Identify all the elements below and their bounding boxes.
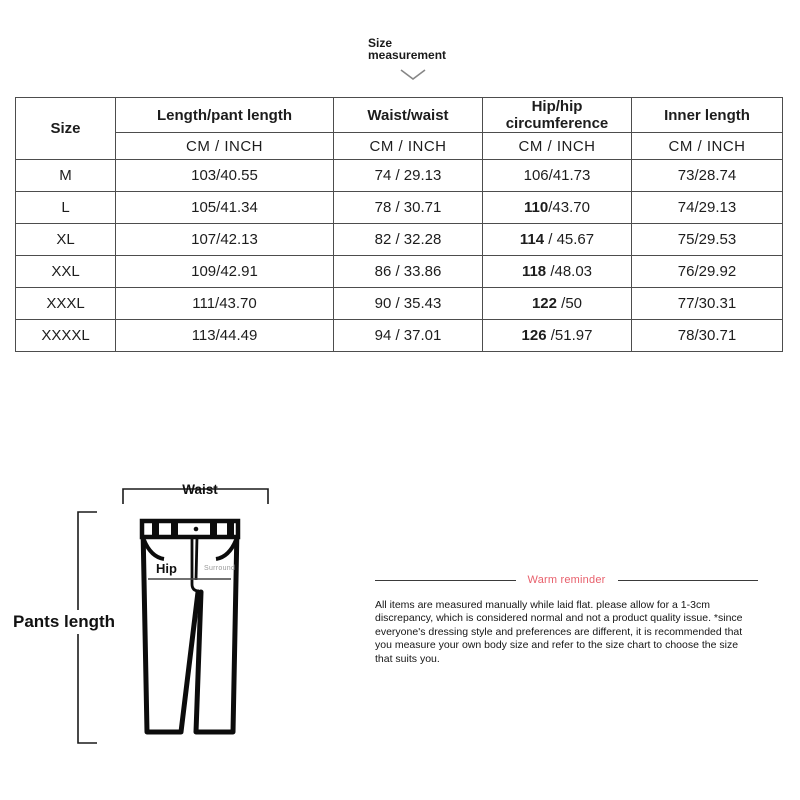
column-header-length: Length/pant length xyxy=(116,98,334,133)
hip-inch-value: /50 xyxy=(557,295,583,312)
unit-waist: CM / INCH xyxy=(334,133,483,160)
table-row xyxy=(16,192,783,224)
hip-inch-value: 106/41.73 xyxy=(523,167,591,184)
cell-waist: 78 / 30.71 xyxy=(334,192,483,224)
cell-length: 109/42.91 xyxy=(116,256,334,288)
divider-line-right xyxy=(618,580,759,581)
column-header-size: Size xyxy=(16,98,116,160)
surround-label: Surround xyxy=(204,565,236,572)
cell-inner: 73/28.74 xyxy=(632,160,783,192)
cell-waist: 86 / 33.86 xyxy=(334,256,483,288)
cell-hip xyxy=(483,256,632,288)
cell-size: XXXXL xyxy=(16,320,116,352)
cell-waist: 94 / 37.01 xyxy=(334,320,483,352)
cell-inner: 77/30.31 xyxy=(632,288,783,320)
cell-hip xyxy=(483,192,632,224)
pants-measurement-diagram xyxy=(0,470,340,780)
hip-cm-value: 110 xyxy=(524,199,549,216)
warm-reminder-divider xyxy=(375,572,758,588)
cell-size: XL xyxy=(16,224,116,256)
unit-hip: CM / INCH xyxy=(483,133,632,160)
cell-waist: 82 / 32.28 xyxy=(334,224,483,256)
cell-size: L xyxy=(16,192,116,224)
page-title-line2: measurement xyxy=(368,48,447,62)
cell-inner: 78/30.71 xyxy=(632,320,783,352)
unit-length: CM / INCH xyxy=(116,133,334,160)
hip-cm-value: 122 xyxy=(531,295,557,312)
cell-length: 107/42.13 xyxy=(116,224,334,256)
table-row xyxy=(16,256,783,288)
warm-reminder-title: Warm reminder xyxy=(527,574,606,586)
warm-reminder-section xyxy=(375,572,758,666)
waist-label: Waist xyxy=(182,482,218,497)
divider-line-left xyxy=(375,580,516,581)
cell-size: M xyxy=(16,160,116,192)
cell-size: XXL xyxy=(16,256,116,288)
pants-length-label: Pants length xyxy=(13,610,120,634)
hip-cm-value: 126 xyxy=(521,327,547,344)
cell-waist: 74 / 29.13 xyxy=(334,160,483,192)
cell-length: 103/40.55 xyxy=(116,160,334,192)
cell-length: 105/41.34 xyxy=(116,192,334,224)
table-row xyxy=(16,224,783,256)
cell-hip xyxy=(483,288,632,320)
table-unit-row xyxy=(16,133,783,160)
hip-label: Hip xyxy=(156,561,177,576)
hip-inch-value: /43.70 xyxy=(548,199,590,216)
table-row xyxy=(16,160,783,192)
column-header-hip: Hip/hip circumference xyxy=(483,98,632,133)
cell-length: 113/44.49 xyxy=(116,320,334,352)
cell-hip xyxy=(483,320,632,352)
unit-inner: CM / INCH xyxy=(632,133,783,160)
cell-inner: 76/29.92 xyxy=(632,256,783,288)
hip-inch-value: / 45.67 xyxy=(544,231,595,248)
warm-reminder-text: All items are measured manually while laid flat. please allow for a 1-3cm discrepancy, which is considered normal and not a product quality issue. *since everyone's dressing style and preferences are different, it is recommended that you measure your own body size and refer to the size chart to choose the size that suits you. xyxy=(375,599,743,665)
table-row xyxy=(16,320,783,352)
cell-inner: 74/29.13 xyxy=(632,192,783,224)
column-header-waist: Waist/waist xyxy=(334,98,483,133)
table-header-row xyxy=(16,98,783,133)
table-row xyxy=(16,288,783,320)
page-title xyxy=(368,37,446,61)
cell-waist: 90 / 35.43 xyxy=(334,288,483,320)
cell-hip xyxy=(483,224,632,256)
chevron-down-icon xyxy=(399,68,427,82)
cell-size: XXXL xyxy=(16,288,116,320)
cell-inner: 75/29.53 xyxy=(632,224,783,256)
cell-length: 111/43.70 xyxy=(116,288,334,320)
hip-inch-value: /48.03 xyxy=(546,263,593,280)
page-title-line1: Size xyxy=(368,36,393,50)
cell-hip xyxy=(483,160,632,192)
size-chart-table xyxy=(15,97,783,352)
hip-cm-value: 118 xyxy=(521,263,547,280)
hip-cm-value: 114 xyxy=(519,231,545,248)
hip-inch-value: /51.97 xyxy=(546,327,593,344)
column-header-inner: Inner length xyxy=(632,98,783,133)
